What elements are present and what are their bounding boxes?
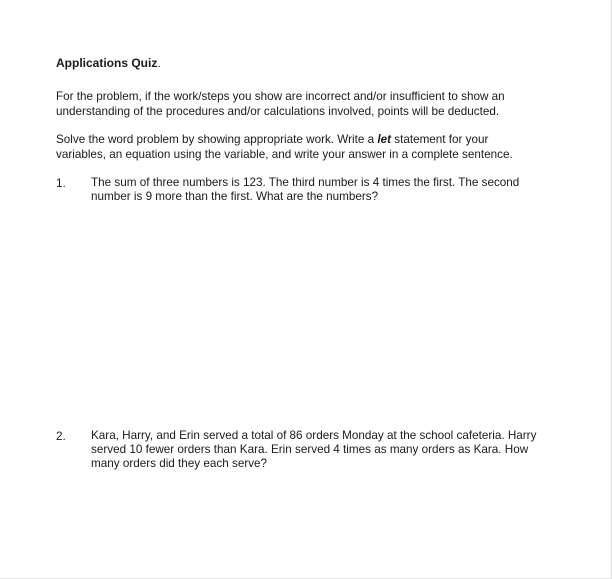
question-number: 2.	[56, 430, 66, 443]
question-line: The sum of three numbers is 123. The third number is 4 times the first. The second	[91, 176, 520, 189]
directions-text: Solve the word problem by showing appropriate work. Write a	[56, 133, 378, 146]
question-text	[91, 429, 561, 471]
instructions-line: For the problem, if the work/steps you show are incorrect and/or insufficient to show an	[56, 90, 505, 103]
title-text: Applications Quiz	[56, 56, 158, 70]
question-line: many orders did they each serve?	[91, 457, 268, 470]
question-text	[91, 176, 561, 204]
let-emphasis: let	[377, 133, 391, 146]
directions-line	[56, 132, 556, 147]
directions-text: statement for your	[390, 133, 489, 146]
instructions-line: understanding of the procedures and/or calculations involved, points will be deducted.	[56, 105, 500, 118]
directions-line: variables, an equation using the variable, and write your answer in a complete sentence.	[56, 148, 513, 161]
title-period: .	[157, 56, 161, 70]
page-title	[56, 56, 161, 71]
question-number: 1.	[56, 177, 66, 190]
question-line: served 10 fewer orders than Kara. Erin served 4 times as many orders as Kara. How	[91, 443, 529, 456]
question-line: number is 9 more than the first. What are the numbers?	[91, 190, 379, 203]
question-line: Kara, Harry, and Erin served a total of 86 orders Monday at the school cafeteria. Harry	[91, 429, 537, 442]
instructions-paragraph	[56, 89, 556, 119]
directions-paragraph	[56, 132, 556, 162]
